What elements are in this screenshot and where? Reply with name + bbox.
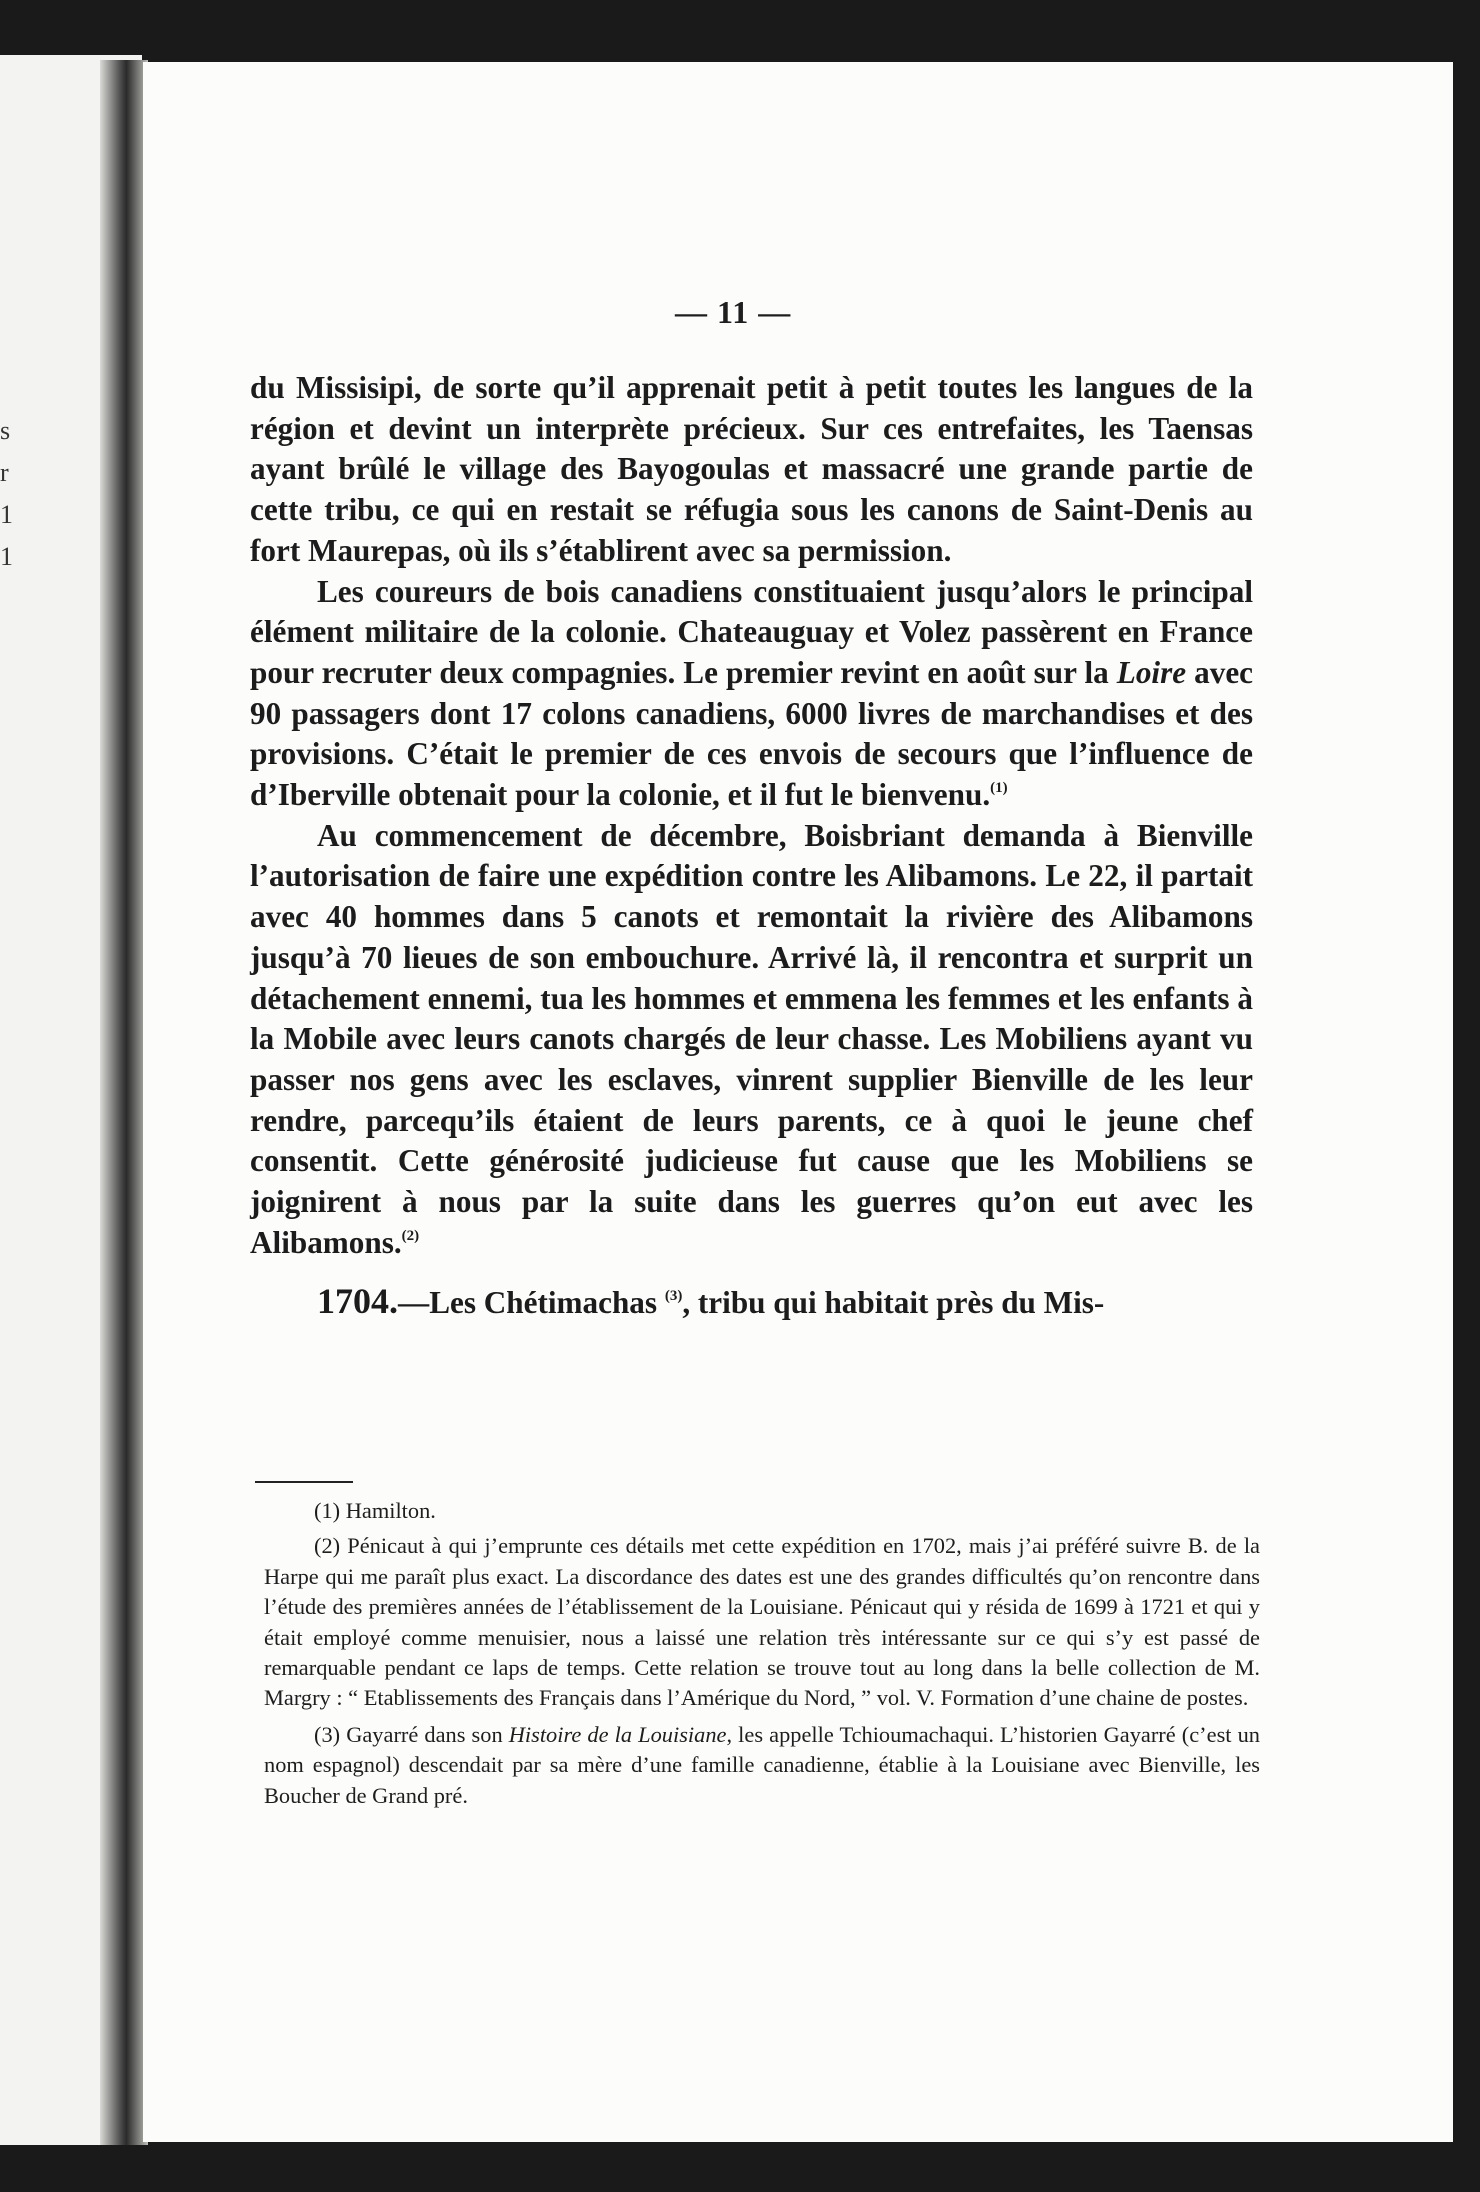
book-title: Histoire de la Louisiane	[508, 1721, 727, 1747]
paragraph-text: —Les Chétimachas	[398, 1285, 665, 1321]
edge-letter: s	[0, 416, 11, 445]
ship-name: Loire	[1116, 654, 1187, 690]
footnote-text: (3) Gayarré dans son	[314, 1721, 509, 1747]
paragraph-text: Au commencement de décembre, Boisbriant demanda à Bienville l’autorisation de faire une expédition contre les Alibamons. Le 22, il partait avec 40 hommes dans 5 canots et remontait la rivière des Alibamons jusqu’à 70 lieues de son embouchure. Arrivé là, il rencontra et surprit un détachement ennemi, tua les hommes et emmena les femmes et les enfants à la Mobile avec leurs canots chargés de leur chasse. Les Mobiliens ayant vu passer nos gens avec les esclaves, vinrent supplier Bienville de les leur rendre, parcequ’ils étaient de leurs parents, ce à quoi le jeune chef consentit. Cette générosité judicieuse fut cause que les Mobiliens se joignirent à nous par la suite dans les guerres qu’on eut avec les Alibamons.	[250, 817, 1253, 1260]
body-text	[250, 368, 1253, 1324]
section-paragraph	[250, 1281, 1253, 1324]
previous-page-letters	[0, 410, 13, 578]
edge-letter: 1	[0, 542, 13, 571]
footnote-ref: (3)	[664, 1288, 683, 1305]
book-gutter	[100, 60, 148, 2145]
page-number: — 11 —	[675, 294, 792, 330]
footnote-ref: (2)	[401, 1227, 420, 1244]
footnote-text: , les appelle Tchioumachaqui. L’historien Gayarré (c’est un nom espagnol) descendait par sa mère d’une famille canadienne, établie à la Louisiane avec Bienville, les Boucher de Grand pré.	[264, 1721, 1260, 1808]
footnote-ref: (1)	[990, 780, 1008, 797]
edge-letter: r	[0, 458, 9, 487]
footnote: (2) Pénicaut à qui j’emprunte ces détails met cette expédition en 1702, mais j’ai préféré suivre B. de la Harpe qui me paraît plus exact. La discordance des dates est une des grandes difficultés qu’on rencontre dans l’étude des premières années de l’établissement de la Louisiane. Pénicaut qui y résida de 1699 à 1721 et qui y était employé comme menuisier, nous a laissé une relation très intéressante sur ce qui s’y est passé de remarquable pendant ce laps de temps. Cette relation se trouve tout au long dans la belle collection de M. Margry : “ Etablissements des Français dans l’Amérique du Nord, ” vol. V. Formation d’une chaine de postes.	[264, 1533, 1260, 1711]
footnote	[264, 1720, 1260, 1811]
paragraph	[250, 816, 1253, 1264]
paragraph-text: avec 90 passagers dont 17 colons canadiens, 6000 livres de marchandises et des provisions. C’était le premier de ces envois de secours que l’influence de d’Iberville obtenait pour la colonie, et il fut le bienvenu.	[250, 654, 1254, 813]
footnote: (1) Hamilton.	[314, 1498, 436, 1523]
section-year: 1704.	[317, 1281, 398, 1322]
edge-letter: 1	[0, 500, 13, 529]
paragraph-text: , tribu qui habitait près du Mis-	[682, 1285, 1105, 1321]
paragraph	[250, 572, 1253, 816]
footnote-separator	[255, 1481, 353, 1483]
footnotes	[264, 1496, 1260, 1811]
paragraph: du Missisipi, de sorte qu’il apprenait petit à petit toutes les langues de la région et devint un interprète précieux. Sur ces entrefaites, les Taensas ayant brûlé le village des Bayogoulas et massacré une grande partie de cette tribu, ce qui en restait se réfugia sous les canons de Saint-Denis au fort Maurepas, où ils s’établirent avec sa permission.	[250, 370, 1253, 568]
paragraph-text: Les coureurs de bois canadiens constituaient jusqu’alors le principal élément militaire de la colonie. Chateauguay et Volez passèrent en France pour recruter deux compagnies. Le premier revint en août sur la	[250, 573, 1253, 690]
